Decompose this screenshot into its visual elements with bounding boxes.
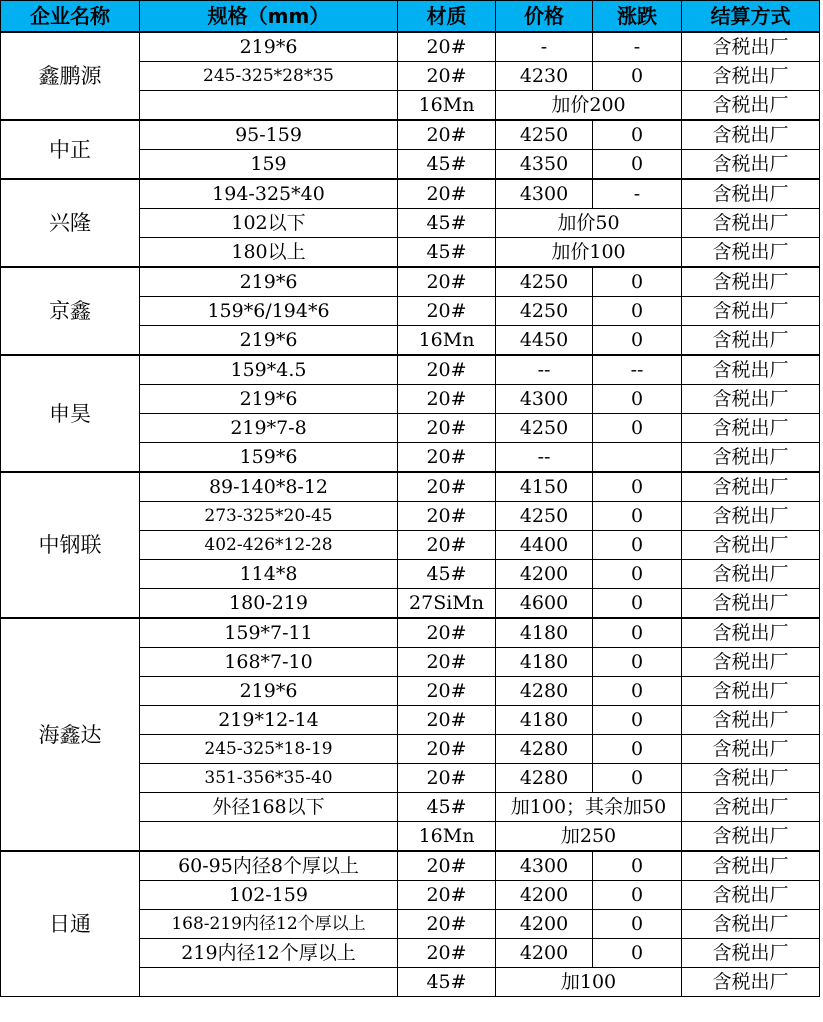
material-cell: 20#: [398, 414, 496, 443]
material-cell: 16Mn: [398, 822, 496, 852]
spec-cell: 168-219内径12个厚以上: [140, 910, 398, 939]
price-note-cell: 加100: [496, 968, 682, 997]
change-cell: 0: [593, 531, 682, 560]
price-note-cell: 加250: [496, 822, 682, 852]
material-cell: 45#: [398, 793, 496, 822]
spec-cell: [140, 91, 398, 121]
header-row: [1, 1, 820, 33]
material-cell: 20#: [398, 735, 496, 764]
material-cell: 20#: [398, 851, 496, 881]
price-cell: --: [496, 355, 593, 385]
table-row: [1, 179, 820, 209]
settlement-cell: 含税出厂: [682, 472, 820, 502]
settlement-cell: 含税出厂: [682, 179, 820, 209]
settlement-cell: 含税出厂: [682, 851, 820, 881]
table-row: [1, 851, 820, 881]
settlement-cell: 含税出厂: [682, 968, 820, 997]
change-cell: 0: [593, 910, 682, 939]
spec-cell: [140, 968, 398, 997]
material-cell: 45#: [398, 968, 496, 997]
settlement-cell: 含税出厂: [682, 297, 820, 326]
change-cell: 0: [593, 414, 682, 443]
table-row: [1, 32, 820, 62]
settlement-cell: 含税出厂: [682, 385, 820, 414]
price-cell: 4200: [496, 560, 593, 589]
change-cell: -: [593, 179, 682, 209]
change-cell: 0: [593, 120, 682, 150]
company-name-cell: 海鑫达: [1, 618, 140, 851]
spec-cell: 159: [140, 150, 398, 180]
material-cell: 45#: [398, 238, 496, 268]
change-cell: 0: [593, 297, 682, 326]
header-company: 企业名称: [1, 1, 140, 33]
change-cell: 0: [593, 881, 682, 910]
table-row: [1, 355, 820, 385]
material-cell: 20#: [398, 502, 496, 531]
settlement-cell: 含税出厂: [682, 355, 820, 385]
settlement-cell: 含税出厂: [682, 881, 820, 910]
settlement-cell: 含税出厂: [682, 502, 820, 531]
price-cell: 4280: [496, 764, 593, 793]
settlement-cell: 含税出厂: [682, 267, 820, 297]
price-note-cell: 加价200: [496, 91, 682, 121]
spec-cell: 159*7-11: [140, 618, 398, 648]
change-cell: 0: [593, 502, 682, 531]
material-cell: 20#: [398, 910, 496, 939]
material-cell: 20#: [398, 472, 496, 502]
settlement-cell: 含税出厂: [682, 238, 820, 268]
change-cell: 0: [593, 62, 682, 91]
price-cell: 4280: [496, 677, 593, 706]
price-cell: 4300: [496, 851, 593, 881]
table-row: [1, 618, 820, 648]
material-cell: 20#: [398, 62, 496, 91]
settlement-cell: 含税出厂: [682, 764, 820, 793]
change-cell: 0: [593, 326, 682, 356]
price-cell: 4250: [496, 297, 593, 326]
spec-cell: 168*7-10: [140, 648, 398, 677]
settlement-cell: 含税出厂: [682, 589, 820, 619]
spec-cell: 159*6/194*6: [140, 297, 398, 326]
settlement-cell: 含税出厂: [682, 32, 820, 62]
settlement-cell: 含税出厂: [682, 91, 820, 121]
price-cell: 4400: [496, 531, 593, 560]
settlement-cell: 含税出厂: [682, 120, 820, 150]
price-cell: 4250: [496, 414, 593, 443]
header-price: 价格: [496, 1, 593, 33]
spec-cell: 外径168以下: [140, 793, 398, 822]
material-cell: 27SiMn: [398, 589, 496, 619]
change-cell: 0: [593, 472, 682, 502]
spec-cell: 60-95内径8个厚以上: [140, 851, 398, 881]
price-cell: 4600: [496, 589, 593, 619]
price-note-cell: 加价50: [496, 209, 682, 238]
material-cell: 20#: [398, 443, 496, 473]
price-cell: 4280: [496, 735, 593, 764]
settlement-cell: 含税出厂: [682, 706, 820, 735]
spec-cell: 180-219: [140, 589, 398, 619]
company-name-cell: 兴隆: [1, 179, 140, 267]
change-cell: 0: [593, 939, 682, 968]
material-cell: 20#: [398, 648, 496, 677]
company-name-cell: 中钢联: [1, 472, 140, 618]
change-cell: 0: [593, 618, 682, 648]
change-cell: --: [593, 355, 682, 385]
table-row: [1, 472, 820, 502]
settlement-cell: 含税出厂: [682, 531, 820, 560]
price-cell: 4230: [496, 62, 593, 91]
material-cell: 20#: [398, 179, 496, 209]
price-cell: 4200: [496, 881, 593, 910]
price-cell: 4350: [496, 150, 593, 180]
change-cell: -: [593, 32, 682, 62]
price-note-cell: 加100；其余加50: [496, 793, 682, 822]
header-spec: 规格（mm）: [140, 1, 398, 33]
price-cell: 4180: [496, 706, 593, 735]
spec-cell: 402-426*12-28: [140, 531, 398, 560]
settlement-cell: 含税出厂: [682, 62, 820, 91]
price-cell: 4200: [496, 910, 593, 939]
settlement-cell: 含税出厂: [682, 677, 820, 706]
settlement-cell: 含税出厂: [682, 618, 820, 648]
material-cell: 20#: [398, 677, 496, 706]
settlement-cell: 含税出厂: [682, 209, 820, 238]
settlement-cell: 含税出厂: [682, 443, 820, 473]
settlement-cell: 含税出厂: [682, 939, 820, 968]
spec-cell: 219*6: [140, 267, 398, 297]
price-cell: 4250: [496, 502, 593, 531]
spec-cell: 219*6: [140, 677, 398, 706]
settlement-cell: 含税出厂: [682, 326, 820, 356]
material-cell: 20#: [398, 939, 496, 968]
spec-cell: 351-356*35-40: [140, 764, 398, 793]
spec-cell: 114*8: [140, 560, 398, 589]
spec-cell: 245-325*18-19: [140, 735, 398, 764]
spec-cell: 159*6: [140, 443, 398, 473]
spec-cell: 245-325*28*35: [140, 62, 398, 91]
settlement-cell: 含税出厂: [682, 793, 820, 822]
price-cell: 4180: [496, 618, 593, 648]
settlement-cell: 含税出厂: [682, 560, 820, 589]
header-material: 材质: [398, 1, 496, 33]
company-name-cell: 申昊: [1, 355, 140, 472]
price-cell: 4250: [496, 267, 593, 297]
material-cell: 20#: [398, 297, 496, 326]
price-cell: 4180: [496, 648, 593, 677]
spec-cell: 219*6: [140, 32, 398, 62]
material-cell: 20#: [398, 355, 496, 385]
table-row: [1, 267, 820, 297]
spec-cell: 273-325*20-45: [140, 502, 398, 531]
material-cell: 45#: [398, 209, 496, 238]
change-cell: [593, 443, 682, 473]
material-cell: 20#: [398, 385, 496, 414]
material-cell: 20#: [398, 267, 496, 297]
company-name-cell: 日通: [1, 851, 140, 997]
material-cell: 20#: [398, 120, 496, 150]
header-change: 涨跌: [593, 1, 682, 33]
settlement-cell: 含税出厂: [682, 735, 820, 764]
price-cell: 4150: [496, 472, 593, 502]
company-name-cell: 京鑫: [1, 267, 140, 355]
change-cell: 0: [593, 385, 682, 414]
price-cell: 4250: [496, 120, 593, 150]
spec-cell: 102-159: [140, 881, 398, 910]
material-cell: 45#: [398, 560, 496, 589]
company-name-cell: 鑫鹏源: [1, 32, 140, 120]
change-cell: 0: [593, 560, 682, 589]
settlement-cell: 含税出厂: [682, 910, 820, 939]
spec-cell: 219*12-14: [140, 706, 398, 735]
spec-cell: 102以下: [140, 209, 398, 238]
material-cell: 20#: [398, 32, 496, 62]
table-body: [1, 32, 820, 997]
spec-cell: 219内径12个厚以上: [140, 939, 398, 968]
change-cell: 0: [593, 677, 682, 706]
spec-cell: 95-159: [140, 120, 398, 150]
change-cell: 0: [593, 706, 682, 735]
price-cell: 4450: [496, 326, 593, 356]
spec-cell: 219*6: [140, 385, 398, 414]
change-cell: 0: [593, 851, 682, 881]
spec-cell: [140, 822, 398, 852]
table-row: [1, 120, 820, 150]
material-cell: 16Mn: [398, 326, 496, 356]
change-cell: 0: [593, 150, 682, 180]
material-cell: 20#: [398, 618, 496, 648]
settlement-cell: 含税出厂: [682, 414, 820, 443]
change-cell: 0: [593, 589, 682, 619]
header-settlement: 结算方式: [682, 1, 820, 33]
spec-cell: 219*7-8: [140, 414, 398, 443]
spec-cell: 159*4.5: [140, 355, 398, 385]
material-cell: 16Mn: [398, 91, 496, 121]
change-cell: 0: [593, 648, 682, 677]
settlement-cell: 含税出厂: [682, 648, 820, 677]
price-cell: 4300: [496, 385, 593, 414]
price-note-cell: 加价100: [496, 238, 682, 268]
price-cell: -: [496, 32, 593, 62]
change-cell: 0: [593, 267, 682, 297]
spec-cell: 89-140*8-12: [140, 472, 398, 502]
spec-cell: 219*6: [140, 326, 398, 356]
change-cell: 0: [593, 764, 682, 793]
price-cell: --: [496, 443, 593, 473]
change-cell: 0: [593, 735, 682, 764]
material-cell: 20#: [398, 764, 496, 793]
material-cell: 20#: [398, 881, 496, 910]
material-cell: 20#: [398, 706, 496, 735]
spec-cell: 194-325*40: [140, 179, 398, 209]
settlement-cell: 含税出厂: [682, 150, 820, 180]
price-cell: 4300: [496, 179, 593, 209]
material-cell: 20#: [398, 531, 496, 560]
material-cell: 45#: [398, 150, 496, 180]
company-name-cell: 中正: [1, 120, 140, 179]
price-cell: 4200: [496, 939, 593, 968]
settlement-cell: 含税出厂: [682, 822, 820, 852]
spec-cell: 180以上: [140, 238, 398, 268]
